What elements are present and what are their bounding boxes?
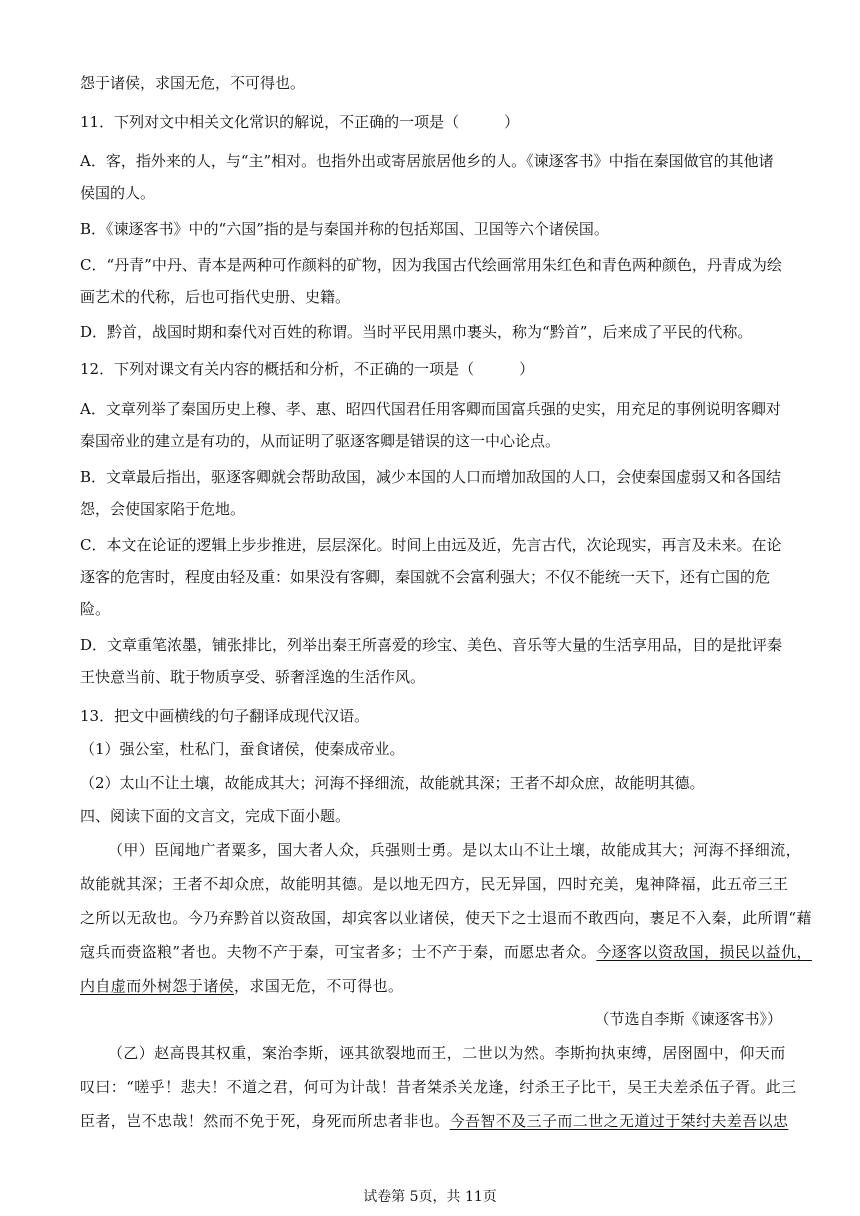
q12-option-c-cont: 逐客的危害时，程度由轻及重：如果没有客卿，秦国就不会富利强大；不仅不能统一天下，还有亡国的危: [80, 568, 771, 586]
passage-text: ，求国无危，不可得也。: [234, 977, 404, 995]
q11-option-c-cont: 画艺术的代称，后也可指代史册、史籍。: [80, 288, 351, 306]
q11-option-a-cont: 侯国的人。: [80, 184, 156, 202]
passage-text: 臣者，岂不忠哉！然而不免于死，身死而所忠者非也。: [80, 1112, 450, 1130]
section-four-heading: 四、阅读下面的文言文，完成下面小题。: [80, 807, 351, 825]
passage-jia-line: 之所以无敌也。今乃弃黔首以资敌国，却宾客以业诸侯，使天下之士退而不敢西向，裹足不入秦，此所谓“藉: [80, 909, 812, 927]
q11-option-a: A．客，指外来的人，与“主”相对。也指外出或寄居旅居他乡的人。《谏逐客书》中指在秦国做官的其他诸: [80, 152, 774, 170]
passage-jia-line: （甲）臣闻地广者粟多，国大者人众，兵强则士勇。是以太山不让土壤，故能成其大；河海不择细流，: [108, 841, 802, 859]
passage-source: （节选自李斯《谏逐客书》）: [594, 1010, 782, 1028]
q13-sentence-1: （1）强公室，杜私门，蚕食诸侯，使秦成帝业。: [80, 740, 405, 758]
underlined-sentence: 今吾智不及三子而二世之无道过于桀纣夫差吾以忠: [449, 1112, 789, 1130]
q12-option-c-cont: 险。: [80, 600, 111, 618]
q11-option-c: C．“丹青”中丹、青本是两种可作颜料的矿物，因为我国古代绘画常用朱红色和青色两种颜色，丹青成为绘: [80, 256, 782, 274]
q12-option-a-cont: 秦国帝业的建立是有功的，从而证明了驱逐客卿是错误的这一中心论点。: [80, 432, 561, 450]
passage-jia-line: 故能就其深；王者不却众庶，故能明其德。是以地无四方，民无异国，四时充美，鬼神降福，此五帝三王: [80, 875, 789, 893]
q11-option-d: D．黔首，战国时期和秦代对百姓的称谓。当时平民用黑巾裹头，称为“黔首”，后来成了平民的代称。: [80, 323, 753, 341]
q12-option-d: D．文章重笔浓墨，铺张排比，列举出秦王所喜爱的珍宝、美色、音乐等大量的生活享用品，目的是批评秦: [80, 636, 783, 654]
passage-yi-line: （乙）赵高畏其权重，案治李斯，诬其欲裂地而王，二世以为然。李斯拘执束缚，居囹圄中，仰天而: [108, 1044, 786, 1062]
passage-yi-line: [80, 1111, 789, 1131]
question-13: 13．把文中画横线的句子翻译成现代汉语。: [80, 707, 370, 725]
passage-yi-line: 叹曰：“嗟乎！悲夫！不道之君，何可为计哉！昔者桀杀关龙逢，纣杀王子比干，吴王夫差杀伍子胥。此三: [80, 1078, 797, 1096]
page-footer: 试卷第 5页，共 11页: [363, 1189, 497, 1205]
q12-option-c: C．本文在论证的逻辑上步步推进，层层深化。时间上由远及近，先言古代，次论现实，再言及未来。在论: [80, 536, 782, 554]
q11-option-b: B．《谏逐客书》中的“六国”指的是与秦国并称的包括郑国、卫国等六个诸侯国。: [80, 220, 609, 238]
q12-option-a: A．文章列举了秦国历史上穆、孝、惠、昭四代国君任用客卿而国富兵强的史实，用充足的事例说明客卿对: [80, 400, 781, 418]
q12-option-d-cont: 王快意当前、耽于物质享受、骄奢淫逸的生活作风。: [80, 668, 426, 686]
text-line: 怨于诸侯，求国无危，不可得也。: [80, 74, 306, 92]
question-12: 12．下列对课文有关内容的概括和分析，不正确的一项是（ ）: [80, 360, 535, 378]
underlined-sentence: 今逐客以资敌国，损民以益仇，: [596, 943, 812, 961]
passage-jia-line: [80, 976, 785, 996]
q13-sentence-2: （2）太山不让土壤，故能成其大；河海不择细流，故能就其深；王者不却众庶，故能明其德。: [80, 774, 705, 792]
passage-jia-line: [80, 942, 812, 962]
q12-option-b-cont: 怨，会使国家陷于危地。: [80, 500, 246, 518]
underlined-sentence: 内自虚而外树怨于诸侯: [80, 977, 235, 995]
q12-option-b: B．文章最后指出，驱逐客卿就会帮助敌国，减少本国的人口而增加敌国的人口，会使秦国虚弱又和各国结: [80, 468, 782, 486]
question-11: 11．下列对文中相关文化常识的解说，不正确的一项是（ ）: [80, 113, 520, 131]
passage-text: 寇兵而赍盗粮”者也。夫物不产于秦，可宝者多；士不产于秦，而愿忠者众。: [80, 943, 597, 961]
